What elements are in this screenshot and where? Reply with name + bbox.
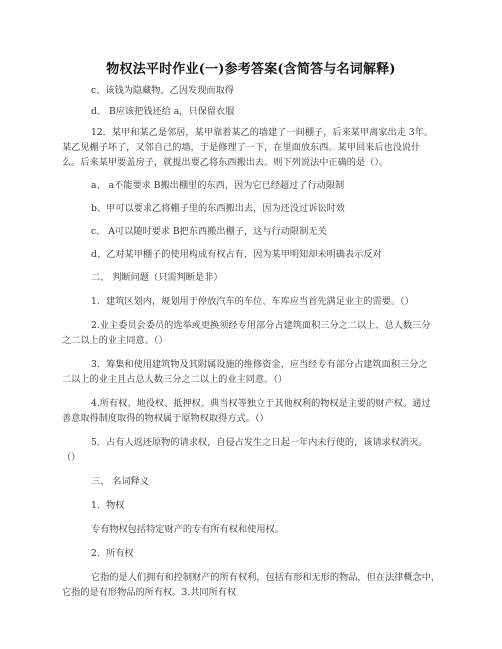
text-line: d、 B应该把钱还给 a，只保留衣服 xyxy=(91,106,235,117)
section-heading: 二、 判断问题（只需判断是非） xyxy=(91,272,223,283)
text-line: 4.所有权、地役权、抵押权、典当权等独立于其他权利的物权是主要的财产权。通过 xyxy=(91,398,431,409)
text-line: 二以上的业主且占总人数三分之二以上的业主同意。（） xyxy=(62,374,288,385)
text-line: b、甲可以要求乙将棚子里的东西搬出去，因为还没过诉讼时效 xyxy=(91,203,345,214)
text-line: 5．占有人返还原物的请求权，自侵占发生之日起一年内未行使的，该请求权消灭。 xyxy=(91,437,428,448)
section-heading: 三、 名词释义 xyxy=(91,476,150,487)
text-line: 它指的是有形物品的所有权。3.共同所有权 xyxy=(62,587,237,598)
text-line: c、 A可以随时要求 B把东西搬出棚子，这与行动限制无关 xyxy=(91,226,327,237)
text-line: 么。后来某甲要盖房子，就提出要乙将东西搬出去。则下列说法中正确的是（）。 xyxy=(62,157,389,168)
text-line: 12．某甲和某乙是邻居，某甲靠着某乙的墙建了一间棚子，后来某甲离家出走 3年。 xyxy=(91,127,434,138)
text-line: 某乙见棚子坏了，又邻自己的墙，于是修理了一下，在里面放东西。某甲回来后也没说什 xyxy=(62,142,421,153)
text-line: 之二以上的业主同意。（） xyxy=(62,335,168,346)
term-heading: 1．物权 xyxy=(91,500,125,511)
text-line: （） xyxy=(62,452,81,463)
text-line: 2.业主委员会委员的选举或更换须经专用部分占建筑面积三分之二以上、总人数三分 xyxy=(91,320,431,331)
text-line: 专有物权包括特定财产的专有所有权和使用权。 xyxy=(91,524,284,535)
text-line: 3．筹集和使用建筑物及其附属设施的维修资金，应当经专有部分占建筑面积三分之 xyxy=(91,359,428,370)
text-line: c、该钱为隐藏物，乙因发现而取得 xyxy=(91,85,234,96)
term-heading: 2．所有权 xyxy=(91,548,134,559)
text-line: 善意取得制度取得的物权属于原物权取得方式。（） xyxy=(62,413,269,424)
text-line: a、 a不能要求 B搬出棚里的东西，因为它已经超过了行动限制 xyxy=(91,180,345,191)
text-line: d、乙对某甲棚子的使用构成有权占有，因为某甲明知却未明确表示反对 xyxy=(91,249,382,260)
document-title: 物权法平时作业(一)参考答案(含简答与名词解释) xyxy=(106,62,396,77)
text-line: 1．建筑区划内，规划用于停放汽车的车位、车库应当首先满足业主的需要。（） xyxy=(91,296,414,307)
text-line: 它指的是人们拥有和控制财产的所有权利，包括有形和无形的物品，但在法律概念中， xyxy=(91,572,441,583)
